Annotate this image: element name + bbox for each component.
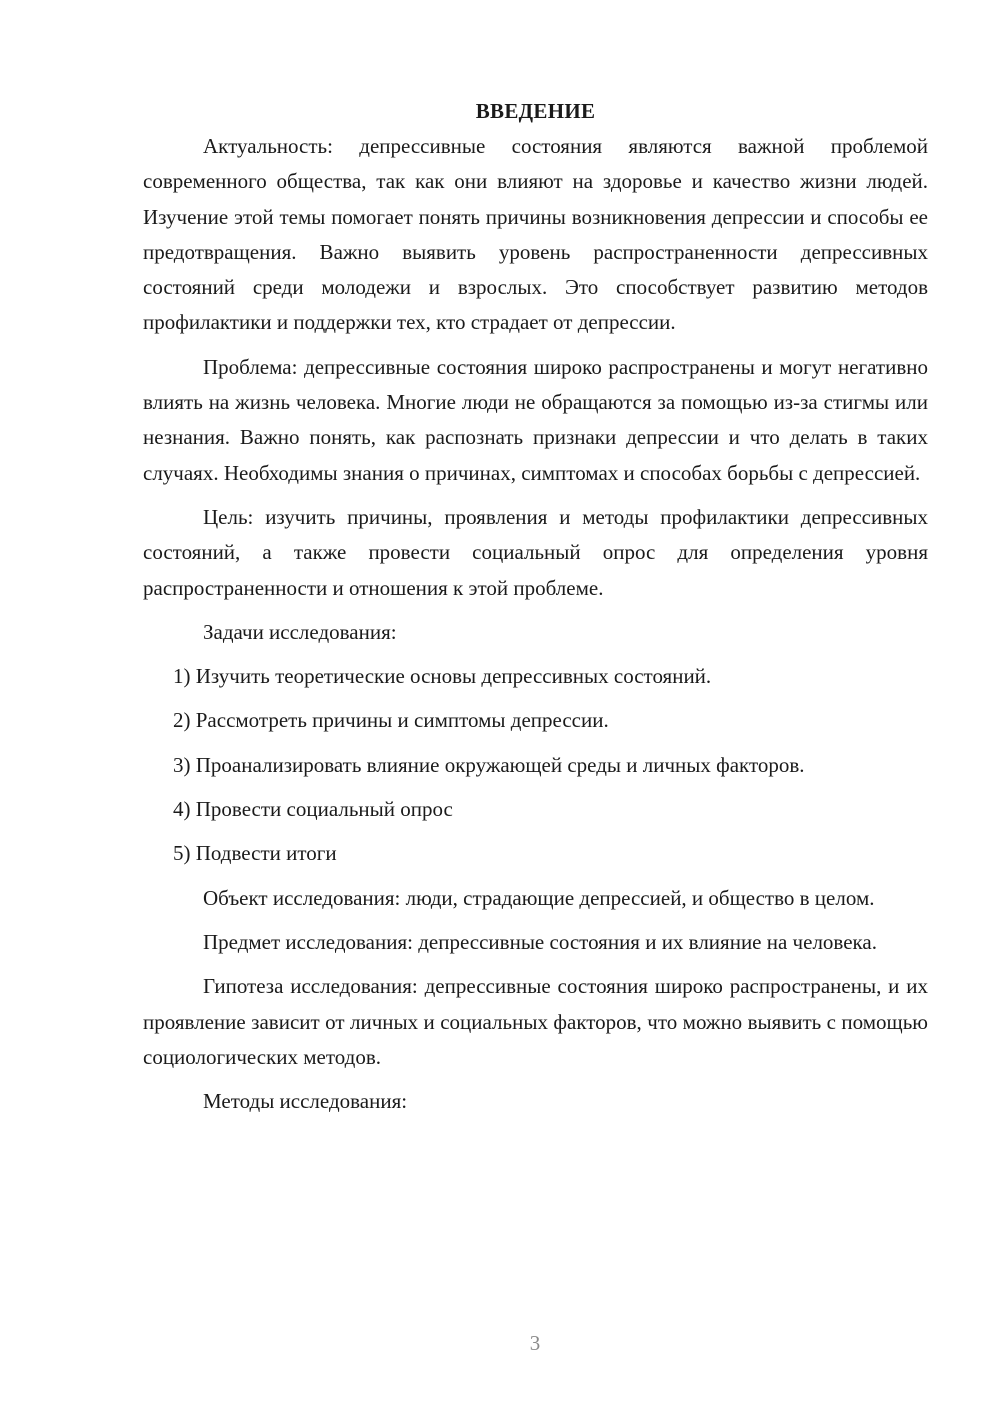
- list-item: 3) Проанализировать влияние окружающей среды и личных факторов.: [173, 752, 805, 777]
- hypothesis-paragraph: Гипотеза исследования: депрессивные состояния широко распространены, и их проявление зависит от личных и социальных факторов, что можно выявить с помощью социологических методов.: [143, 974, 928, 1069]
- tasks-list: [143, 659, 928, 871]
- list-item: 4) Провести социальный опрос: [173, 797, 453, 822]
- subject-paragraph: Предмет исследования: депрессивные состояния и их влияние на человека.: [203, 929, 877, 954]
- list-item: 1) Изучить теоретические основы депрессивных состояний.: [173, 664, 712, 689]
- object-paragraph: Объект исследования: люди, страдающие депрессией, и общество в целом.: [203, 885, 875, 910]
- page-number: 3: [529, 1331, 541, 1355]
- list-item: 5) Подвести итоги: [173, 841, 337, 866]
- list-item: 2) Рассмотреть причины и симптомы депрессии.: [173, 708, 609, 733]
- methods-label: Методы исследования:: [203, 1089, 408, 1114]
- relevance-paragraph: Актуальность: депрессивные состояния являются важной проблемой современного общества, так как они влияют на здоровье и качество жизни людей. Изучение этой темы помогает понять причины возникновения депрессии и способы ее предотвращения. Важно выявить уровень распространенности депрессивных состояний среди молодежи и взрослых. Это способствует развитию методов профилактики и поддержки тех, кто страдает от депрессии.: [143, 134, 928, 335]
- page-content: [143, 94, 928, 1128]
- goal-paragraph: Цель: изучить причины, проявления и методы профилактики депрессивных состояний, а также провести социальный опрос для определения уровня распространенности и отношения к этой проблеме.: [143, 504, 928, 600]
- tasks-label: Задачи исследования:: [203, 619, 397, 644]
- section-heading: ВВЕДЕНИЕ: [475, 99, 596, 123]
- problem-paragraph: Проблема: депрессивные состояния широко распространены и могут негативно влиять на жизнь человека. Многие люди не обращаются за помощью из-за стигмы или незнания. Важно понять, как распознать признаки депрессии и что делать в таких случаях. Необходимы знания о причинах, симптомах и способах борьбы с депрессией.: [143, 354, 928, 485]
